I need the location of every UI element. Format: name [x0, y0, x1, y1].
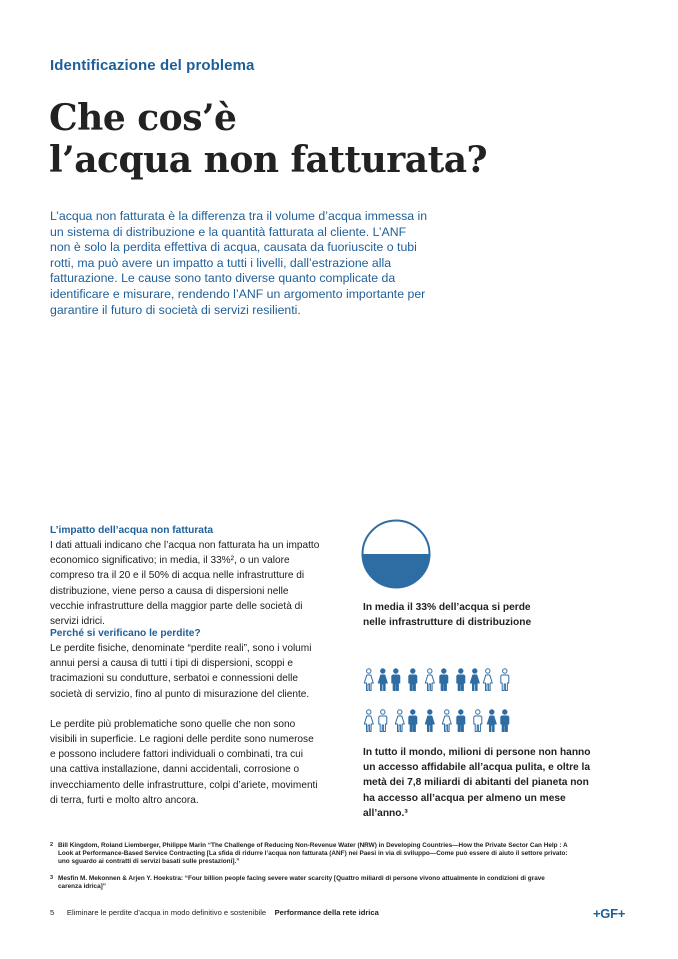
footer-section: Performance della rete idrica	[274, 908, 379, 917]
water-loss-circle	[361, 519, 431, 589]
person-icon-filled	[454, 709, 468, 733]
footnote-number: 3	[50, 874, 54, 881]
impact-heading: L’impatto dell’acqua non fatturata	[50, 525, 214, 536]
person-icon-filled	[389, 668, 403, 692]
gf-logo: +GF+	[593, 906, 626, 921]
person-icon-outline	[362, 709, 376, 733]
person-icon-filled	[423, 709, 437, 733]
why-heading: Perché si verificano le perdite?	[50, 628, 201, 639]
water-caption: In media il 33% dell’acqua si perde nelle infrastrutture di distribuzione	[363, 602, 532, 629]
person-icon-outline	[376, 709, 390, 733]
impact-section	[50, 524, 322, 629]
why-text-1: Le perdite fisiche, denominate “perdite reali”, sono i volumi annui persi a causa di tutti i tipi di dispersioni, scoppi e tracimazioni su condutture, serbatoi e connessioni delle società di servizio, fino al punto di misurazione del cliente.	[50, 643, 312, 700]
why-text-2: Le perdite più problematiche sono quelle che non sono visibili in superficie. Le ragioni delle perdite sono numerose e possono includere fattori individuali o combinati, tra cui una cattiva installazione, danni accidentali, corrosione o invecchiamento delle infrastrutture, colpi d’ariete, movimenti di terra, furti e molto altro ancora.	[50, 718, 318, 806]
person-icon-outline	[393, 709, 407, 733]
footnote-3	[50, 875, 570, 891]
page-footer	[50, 908, 379, 917]
person-icon-outline	[440, 709, 454, 733]
people-row-2	[362, 709, 512, 733]
people-row-1	[362, 668, 512, 692]
footnote-number: 2	[50, 842, 54, 848]
person-icon-filled	[437, 668, 451, 692]
intro-paragraph: L’acqua non fatturata è la differenza tra il volume d’acqua immessa in un sistema di distribuzione e la quantità fatturata al cliente. L’ANF non è solo la perdita effettiva di acqua, causata da fuoriuscite o tubi rotti, ma può avere un impatto a tutti i livelli, dall’estrazione alla fatturazione. Le cause sono tanto diverse quanto complicate da identificare e misurare, rendendo l’ANF un argomento importante per garantire il futuro di società di servizi resilienti.	[50, 209, 428, 317]
people-caption: In tutto il mondo, milioni di persone non hanno un accesso affidabile all’acqua pulita, e oltre la metà dei 7,8 miliardi di abitanti del pianeta non ha accesso all’acqua per almeno un mese all’anno.³	[363, 747, 591, 819]
footnote-2	[50, 842, 570, 867]
footnote-text: Mesfin M. Mekonnen & Arjen Y. Hoekstra: “Four billion people facing severe water scarcity [Quattro miliardi di persone vivono attualmente in condizioni di grave carenza idrica]”	[58, 874, 545, 890]
person-icon-filled	[498, 709, 512, 733]
page-title-line2: l’acqua non fatturata?	[49, 139, 488, 181]
person-icon-outline	[481, 668, 495, 692]
page-title	[49, 97, 609, 181]
water-fill	[361, 554, 431, 589]
person-icon-filled	[454, 668, 468, 692]
footnote-text: Bill Kingdom, Roland Liemberger, Philippe Marin “The Challenge of Reducing Non-Revenue Water (NRW) in Developing Countries—How the Private Sector Can Help : A Look at Performance-Based Service Contracting [La sfida di ridurre l’acqua non fatturata (ANF) nei Paesi in via di sviluppo—Come può essere di aiuto il settore privato: uno sguardo ai contratti di servizi basati sulle prestazioni].”	[58, 842, 568, 866]
page-number: 5	[50, 908, 55, 917]
person-icon-outline	[471, 709, 485, 733]
person-icon-filled	[468, 668, 482, 692]
person-icon-filled	[376, 668, 390, 692]
person-icon-outline	[498, 668, 512, 692]
person-icon-filled	[485, 709, 499, 733]
person-icon-outline	[362, 668, 376, 692]
impact-text: I dati attuali indicano che l’acqua non fatturata ha un impatto economico significativo; in media, il 33%², o un valore compreso tra il 20 e il 50% di acqua nelle infrastrutture di distribuzione, viene perso a causa di dispersioni nelle vecchie infrastrutture della maggior parte delle società di servizi idrici.	[50, 540, 320, 628]
page-title-line1: Che cos’è	[49, 97, 237, 139]
why-section	[50, 627, 322, 808]
section-label: Identificazione del problema	[50, 57, 255, 74]
footer-doc-title: Eliminare le perdite d’acqua in modo definitivo e sostenibile	[66, 908, 267, 917]
footnotes	[50, 842, 570, 899]
person-icon-outline	[423, 668, 437, 692]
person-icon-filled	[406, 668, 420, 692]
person-icon-filled	[406, 709, 420, 733]
